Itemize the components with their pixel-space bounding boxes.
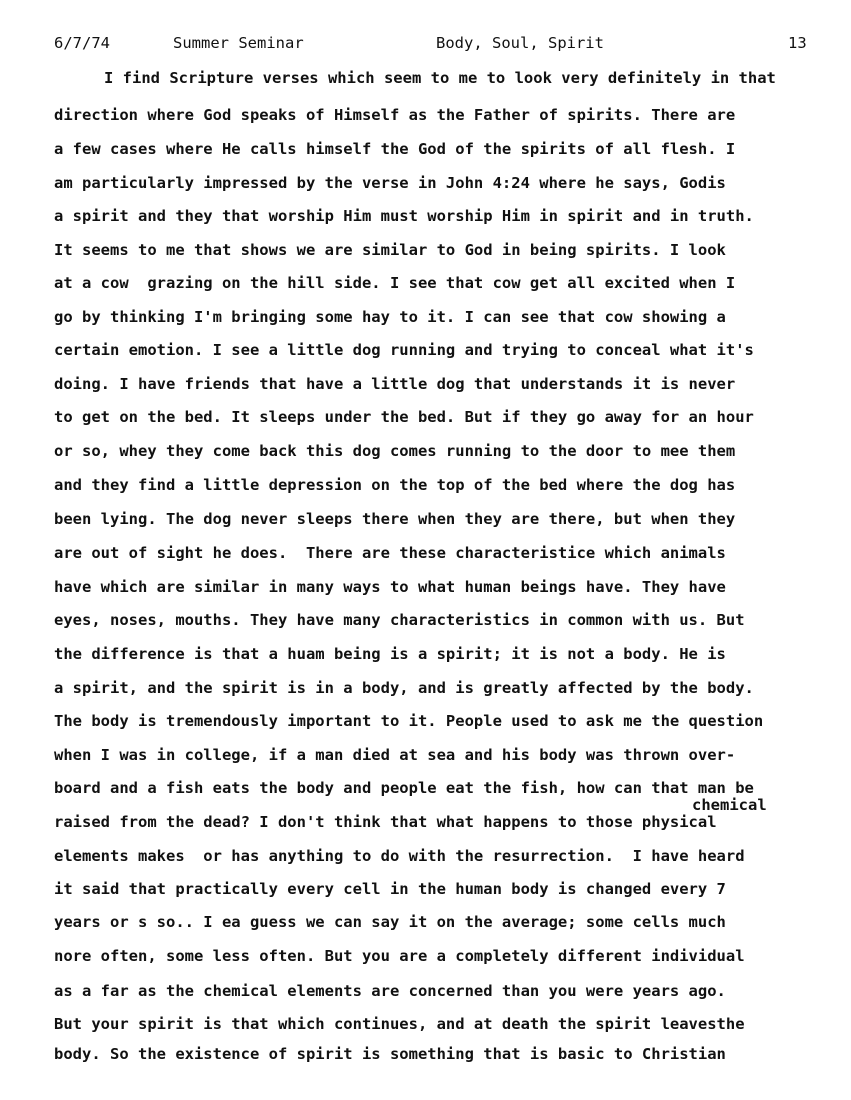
text-line: have which are similar in many ways to what human beings have. They have [54,578,726,596]
header-date: 6/7/74 [54,34,110,52]
text-line: been lying. The dog never sleeps there when they are there, but when they [54,510,736,528]
text-line: But your spirit is that which continues, and at death the spirit leavesthe [54,1015,745,1033]
text-line: I find Scripture verses which seem to me to look very definitely in that [104,69,776,87]
text-line: or so, whey they come back this dog comes running to the door to mee them [54,442,736,460]
header-seminar: Summer Seminar [173,34,304,52]
header-page-number: 13 [788,34,807,52]
text-line: The body is tremendously important to it. People used to ask me the question [54,712,764,730]
text-line: when I was in college, if a man died at sea and his body was thrown over- [54,746,736,764]
text-line: certain emotion. I see a little dog running and trying to conceal what it's [54,341,754,359]
text-line: years or s so.. I ea guess we can say it on the average; some cells much [54,913,726,931]
text-line: board and a fish eats the body and people eat the fish, how can that man be [54,779,754,797]
text-line: elements makes or has anything to do with the resurrection. I have heard [54,847,745,865]
text-line: doing. I have friends that have a little dog that understands it is never [54,375,736,393]
text-line: and they find a little depression on the top of the bed where the dog has [54,476,736,494]
text-line: to get on the bed. It sleeps under the bed. But if they go away for an hour [54,408,754,426]
text-line: eyes, noses, mouths. They have many characteristics in common with us. But [54,611,745,629]
text-line: go by thinking I'm bringing some hay to it. I can see that cow showing a [54,308,726,326]
header-title: Body, Soul, Spirit [436,34,604,52]
text-line: at a cow grazing on the hill side. I see that cow get all excited when I [54,274,736,292]
text-line: are out of sight he does. There are these characteristice which animals [54,544,726,562]
text-line: direction where God speaks of Himself as the Father of spirits. There are [54,106,736,124]
text-line: body. So the existence of spirit is something that is basic to Christian [54,1045,726,1063]
text-line: a spirit, and the spirit is in a body, and is greatly affected by the body. [54,679,754,697]
text-line: raised from the dead? I don't think that what happens to those physical [54,813,717,831]
text-line: am particularly impressed by the verse in John 4:24 where he says, Godis [54,174,726,192]
interlinear-insertion: chemical [692,796,767,814]
text-line: it said that practically every cell in the human body is changed every 7 [54,880,726,898]
text-line: It seems to me that shows we are similar to God in being spirits. I look [54,241,726,259]
text-line: nore often, some less often. But you are a completely different individual [54,947,745,965]
text-line: a few cases where He calls himself the God of the spirits of all flesh. I [54,140,736,158]
text-line: a spirit and they that worship Him must worship Him in spirit and in truth. [54,207,754,225]
text-line: as a far as the chemical elements are concerned than you were years ago. [54,982,726,1000]
text-line: the difference is that a huam being is a spirit; it is not a body. He is [54,645,726,663]
